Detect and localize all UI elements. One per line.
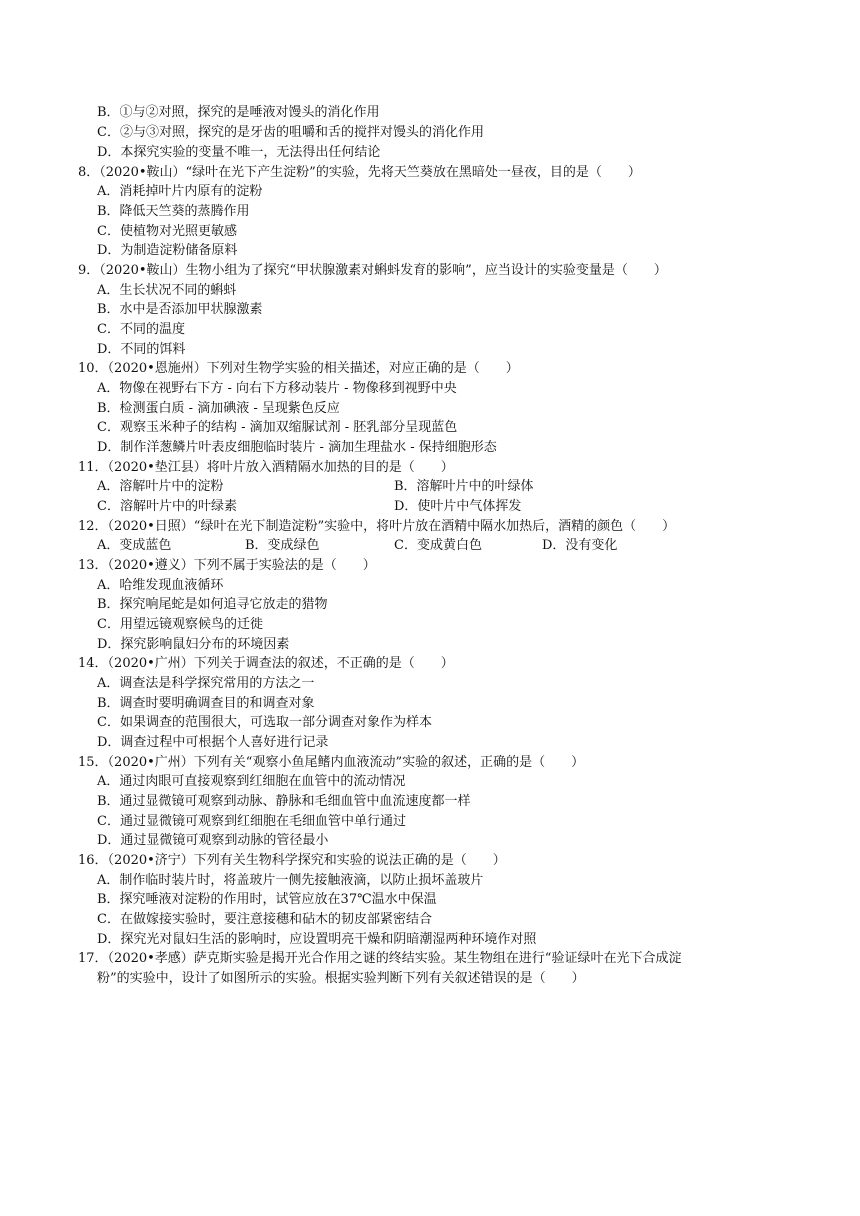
option-14a: A．调查法是科学探究常用的方法之一 bbox=[97, 676, 315, 691]
option-9a: A．生长状况不同的蝌蚪 bbox=[97, 283, 237, 298]
option-12c: C．变成黄白色 bbox=[394, 538, 482, 553]
option-12d: D．没有变化 bbox=[542, 538, 618, 553]
option-7c: C．②与③对照，探究的是牙齿的咀嚼和舌的搅拌对馒头的消化作用 bbox=[97, 125, 484, 140]
option-11c: C．溶解叶片中的叶绿素 bbox=[97, 499, 237, 514]
option-11d: D．使叶片中气体挥发 bbox=[394, 499, 522, 514]
option-15d: D．通过显微镜可观察到动脉的管径最小 bbox=[97, 833, 329, 848]
option-16c: C．在做嫁接实验时，要注意接穗和砧木的韧皮部紧密结合 bbox=[97, 912, 432, 927]
option-9d: D．不同的饵料 bbox=[97, 342, 186, 357]
option-13b: B．探究响尾蛇是如何追寻它放走的猎物 bbox=[97, 597, 328, 612]
option-15c: C．通过显微镜可观察到红细胞在毛细血管中单行通过 bbox=[97, 814, 406, 829]
option-13a: A．哈维发现血液循环 bbox=[97, 578, 224, 593]
question-9: 9．（2020•鞍山）生物小组为了探究“甲状腺激素对蝌蚪发育的影响”，应当设计的实验变量是（ ） bbox=[78, 263, 667, 278]
option-12b: B．变成绿色 bbox=[245, 538, 320, 553]
option-10c: C．观察玉米种子的结构 - 滴加双缩脲试剂 - 胚乳部分呈现蓝色 bbox=[97, 420, 458, 435]
option-15b: B．通过显微镜可观察到动脉、静脉和毛细血管中血流速度都一样 bbox=[97, 794, 471, 809]
question-12: 12．（2020•日照）“绿叶在光下制造淀粉”实验中，将叶片放在酒精中隔水加热后，酒精的颜色（ ） bbox=[78, 519, 676, 534]
question-17-continued: 粉”的实验中，设计了如图所示的实验。根据实验判断下列有关叙述错误的是（ ） bbox=[97, 971, 585, 986]
option-15a: A．通过肉眼可直接观察到红细胞在血管中的流动情况 bbox=[97, 774, 406, 789]
option-10d: D．制作洋葱鳞片叶表皮细胞临时装片 - 滴加生理盐水 - 保持细胞形态 bbox=[97, 440, 497, 455]
question-15: 15．（2020•广州）下列有关“观察小鱼尾鳍内血液流动”实验的叙述，正确的是（ ） bbox=[78, 755, 585, 770]
option-7b: B．①与②对照，探究的是唾液对馒头的消化作用 bbox=[97, 105, 380, 120]
option-13c: C．用望远镜观察候鸟的迁徙 bbox=[97, 617, 263, 632]
question-10: 10．（2020•恩施州）下列对生物学实验的相关描述，对应正确的是（ ） bbox=[78, 361, 519, 376]
question-17: 17．（2020•孝感）萨克斯实验是揭开光合作用之谜的终结实验。某生物组在进行“验证绿叶在光下合成淀 bbox=[78, 951, 682, 966]
option-12a: A．变成蓝色 bbox=[97, 538, 172, 553]
question-11: 11．（2020•垫江县）将叶片放入酒精隔水加热的目的是（ ） bbox=[78, 460, 454, 475]
option-16d: D．探究光对鼠妇生活的影响时，应设置明亮干燥和阴暗潮湿两种环境作对照 bbox=[97, 932, 537, 947]
option-7d: D．本探究实验的变量不唯一，无法得出任何结论 bbox=[97, 145, 381, 160]
question-14: 14．（2020•广州）下列关于调查法的叙述，不正确的是（ ） bbox=[78, 656, 454, 671]
option-8b: B．降低天竺葵的蒸腾作用 bbox=[97, 204, 250, 219]
question-13: 13．（2020•遵义）下列不属于实验法的是（ ） bbox=[78, 558, 376, 573]
option-9b: B．水中是否添加甲状腺激素 bbox=[97, 302, 263, 317]
option-13d: D．探究影响鼠妇分布的环境因素 bbox=[97, 637, 290, 652]
option-11b: B．溶解叶片中的叶绿体 bbox=[394, 479, 534, 494]
option-14d: D．调查过程中可根据个人喜好进行记录 bbox=[97, 735, 329, 750]
option-16b: B．探究唾液对淀粉的作用时，试管应放在37℃温水中保温 bbox=[97, 892, 437, 907]
option-14b: B．调查时要明确调查目的和调查对象 bbox=[97, 696, 315, 711]
option-10a: A．物像在视野右下方 - 向右下方移动装片 - 物像移到视野中央 bbox=[97, 381, 457, 396]
option-14c: C．如果调查的范围很大，可选取一部分调查对象作为样本 bbox=[97, 715, 432, 730]
option-8a: A．消耗掉叶片内原有的淀粉 bbox=[97, 184, 263, 199]
option-11a: A．溶解叶片中的淀粉 bbox=[97, 479, 224, 494]
option-9c: C．不同的温度 bbox=[97, 322, 185, 337]
option-10b: B．检测蛋白质 - 滴加碘液 - 呈现紫色反应 bbox=[97, 401, 340, 416]
option-8c: C．使植物对光照更敏感 bbox=[97, 224, 237, 239]
question-8: 8．（2020•鞍山）“绿叶在光下产生淀粉”的实验，先将天竺葵放在黑暗处一昼夜，目的是（ ） bbox=[78, 165, 641, 180]
option-16a: A．制作临时装片时，将盖玻片一侧先接触液滴，以防止损坏盖玻片 bbox=[97, 873, 484, 888]
option-8d: D．为制造淀粉储备原料 bbox=[97, 243, 238, 258]
question-16: 16．（2020•济宁）下列有关生物科学探究和实验的说法正确的是（ ） bbox=[78, 853, 506, 868]
